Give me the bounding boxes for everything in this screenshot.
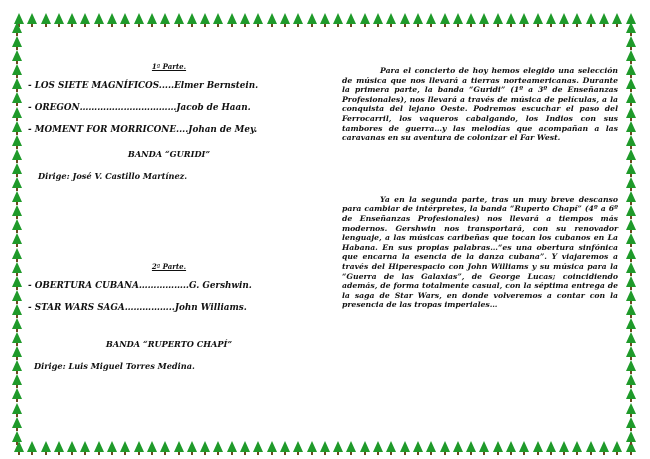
- pine-tree-icon: [174, 13, 184, 24]
- pine-tree-icon: [519, 13, 529, 24]
- pine-tree-icon: [479, 13, 489, 24]
- pine-tree-icon: [12, 346, 22, 357]
- pine-tree-icon: [253, 13, 263, 24]
- pine-tree-icon: [546, 441, 556, 452]
- pine-tree-icon: [626, 177, 636, 188]
- pine-tree-icon: [626, 248, 636, 259]
- pine-tree-icon: [440, 13, 450, 24]
- pine-tree-icon: [506, 441, 516, 452]
- pine-tree-icon: [12, 417, 22, 428]
- bottom-tree-border: [14, 436, 636, 452]
- pine-tree-icon: [12, 431, 22, 442]
- pine-tree-icon: [12, 149, 22, 160]
- pine-tree-icon: [626, 64, 636, 75]
- pine-tree-icon: [559, 13, 569, 24]
- director-line: Dirige: José V. Castillo Martínez.: [38, 171, 188, 181]
- pine-tree-icon: [307, 441, 317, 452]
- pine-tree-icon: [626, 276, 636, 287]
- pine-tree-icon: [466, 13, 476, 24]
- pine-tree-icon: [400, 13, 410, 24]
- pine-tree-icon: [506, 13, 516, 24]
- program-notes: [342, 66, 618, 310]
- pine-tree-icon: [559, 441, 569, 452]
- pine-tree-icon: [626, 149, 636, 160]
- pine-tree-icon: [360, 441, 370, 452]
- part2-title: 2ª Parte.: [151, 262, 187, 271]
- pine-tree-icon: [12, 191, 22, 202]
- pine-tree-icon: [67, 441, 77, 452]
- pine-tree-icon: [12, 64, 22, 75]
- director-line: Dirige: Luis Miguel Torres Medina.: [34, 361, 195, 371]
- pine-tree-icon: [12, 318, 22, 329]
- pine-tree-icon: [546, 13, 556, 24]
- pine-tree-icon: [386, 441, 396, 452]
- pine-tree-icon: [12, 135, 22, 146]
- pine-tree-icon: [12, 233, 22, 244]
- pine-tree-icon: [12, 360, 22, 371]
- pine-tree-icon: [12, 92, 22, 103]
- program-item: - MOMENT FOR MORRICONE....Johan de Mey.: [28, 125, 258, 135]
- pine-tree-icon: [626, 92, 636, 103]
- pine-tree-icon: [572, 13, 582, 24]
- pine-tree-icon: [626, 431, 636, 442]
- pine-tree-icon: [599, 441, 609, 452]
- pine-tree-icon: [200, 441, 210, 452]
- pine-tree-icon: [12, 219, 22, 230]
- pine-tree-icon: [12, 290, 22, 301]
- pine-tree-icon: [373, 441, 383, 452]
- pine-tree-icon: [426, 13, 436, 24]
- part1-title: 1ª Parte.: [151, 62, 187, 71]
- pine-tree-icon: [626, 290, 636, 301]
- pine-tree-icon: [346, 441, 356, 452]
- pine-tree-icon: [41, 441, 51, 452]
- pine-tree-icon: [626, 78, 636, 89]
- pine-tree-icon: [626, 135, 636, 146]
- program-item: - LOS SIETE MAGNÍFICOS.....Elmer Bernstein.: [28, 81, 259, 91]
- pine-tree-icon: [479, 441, 489, 452]
- pine-tree-icon: [373, 13, 383, 24]
- pine-tree-icon: [120, 13, 130, 24]
- pine-tree-icon: [307, 13, 317, 24]
- pine-tree-icon: [213, 441, 223, 452]
- program-item: - STAR WARS SAGA……………..John Williams.: [28, 303, 247, 313]
- pine-tree-icon: [160, 13, 170, 24]
- pine-tree-icon: [253, 441, 263, 452]
- pine-tree-icon: [612, 13, 622, 24]
- pine-tree-icon: [107, 441, 117, 452]
- pine-tree-icon: [333, 441, 343, 452]
- pine-tree-icon: [453, 13, 463, 24]
- pine-tree-icon: [360, 13, 370, 24]
- pine-tree-icon: [12, 276, 22, 287]
- pine-tree-icon: [12, 22, 22, 33]
- pine-tree-icon: [54, 441, 64, 452]
- pine-tree-icon: [626, 107, 636, 118]
- pine-tree-icon: [320, 441, 330, 452]
- top-tree-border: [14, 8, 636, 24]
- pine-tree-icon: [453, 441, 463, 452]
- part2-section: [28, 262, 310, 371]
- pine-tree-icon: [12, 163, 22, 174]
- pine-tree-icon: [94, 441, 104, 452]
- pine-tree-icon: [426, 441, 436, 452]
- pine-tree-icon: [599, 13, 609, 24]
- pine-tree-icon: [134, 441, 144, 452]
- pine-tree-icon: [466, 441, 476, 452]
- pine-tree-icon: [440, 441, 450, 452]
- pine-tree-icon: [333, 13, 343, 24]
- pine-tree-icon: [120, 441, 130, 452]
- pine-tree-icon: [107, 13, 117, 24]
- pine-tree-icon: [12, 374, 22, 385]
- pine-tree-icon: [12, 36, 22, 47]
- pine-tree-icon: [227, 13, 237, 24]
- pine-tree-icon: [12, 304, 22, 315]
- pine-tree-icon: [626, 403, 636, 414]
- pine-tree-icon: [240, 441, 250, 452]
- pine-tree-icon: [626, 332, 636, 343]
- pine-tree-icon: [386, 13, 396, 24]
- pine-tree-icon: [533, 441, 543, 452]
- pine-tree-icon: [27, 441, 37, 452]
- pine-tree-icon: [586, 13, 596, 24]
- pine-tree-icon: [94, 13, 104, 24]
- pine-tree-icon: [12, 121, 22, 132]
- pine-tree-icon: [12, 332, 22, 343]
- pine-tree-icon: [626, 50, 636, 61]
- program-item: - OREGON……………………………Jacob de Haan.: [28, 103, 251, 113]
- pine-tree-icon: [626, 318, 636, 329]
- pine-tree-icon: [626, 22, 636, 33]
- pine-tree-icon: [612, 441, 622, 452]
- pine-tree-icon: [280, 441, 290, 452]
- pine-tree-icon: [626, 121, 636, 132]
- program-column: [28, 62, 310, 371]
- pine-tree-icon: [626, 205, 636, 216]
- pine-tree-icon: [346, 13, 356, 24]
- pine-tree-icon: [67, 13, 77, 24]
- band-name-guridi: BANDA “GURIDI”: [127, 149, 211, 159]
- pine-tree-icon: [12, 388, 22, 399]
- pine-tree-icon: [626, 417, 636, 428]
- pine-tree-icon: [280, 13, 290, 24]
- pine-tree-icon: [160, 441, 170, 452]
- pine-tree-icon: [293, 13, 303, 24]
- pine-tree-icon: [519, 441, 529, 452]
- notes-paragraph-2: Ya en la segunda parte, tras un muy breve descanso para cambiar de intérpretes, la banda “Ruperto Chapí” (4º a 6º de Enseñanzas Profesionales) nos llevará a tiempos más modernos. Gershwin nos transportará, con su renovador lenguaje, a las músicas caribeñas que tocan los cubanos en La Habana. En sus propias palabras…“es una obertura sinfónica que encarna la esencia de la danza cubana”. Y viajaremos a través del Hiperespacio con John Williams y su música para la “Guerra de las Galaxias”, de George Lucas; coincidiendo además, de forma totalmente casual, con la séptima entrega de la saga de Star Wars, en donde volveremos a contar con la presencia de las tropas imperiales…: [342, 194, 618, 310]
- pine-tree-icon: [174, 441, 184, 452]
- pine-tree-icon: [413, 13, 423, 24]
- pine-tree-icon: [54, 13, 64, 24]
- pine-tree-icon: [626, 304, 636, 315]
- pine-tree-icon: [626, 346, 636, 357]
- pine-tree-icon: [572, 441, 582, 452]
- pine-tree-icon: [12, 262, 22, 273]
- pine-tree-icon: [626, 163, 636, 174]
- pine-tree-icon: [533, 13, 543, 24]
- pine-tree-icon: [240, 13, 250, 24]
- pine-tree-icon: [267, 441, 277, 452]
- pine-tree-icon: [12, 205, 22, 216]
- pine-tree-icon: [27, 13, 37, 24]
- program-item: - OBERTURA CUBANA……………..G. Gershwin.: [28, 281, 252, 291]
- pine-tree-icon: [12, 50, 22, 61]
- right-tree-border: [624, 22, 638, 442]
- pine-tree-icon: [147, 13, 157, 24]
- pine-tree-icon: [200, 13, 210, 24]
- pine-tree-icon: [12, 177, 22, 188]
- pine-tree-icon: [626, 191, 636, 202]
- pine-tree-icon: [12, 248, 22, 259]
- pine-tree-icon: [626, 36, 636, 47]
- pine-tree-icon: [80, 13, 90, 24]
- pine-tree-icon: [626, 388, 636, 399]
- pine-tree-icon: [187, 13, 197, 24]
- part1-section: [28, 62, 310, 181]
- band-name-ruperto-chapi: BANDA “RUPERTO CHAPÍ”: [105, 339, 233, 349]
- left-tree-border: [10, 22, 24, 442]
- pine-tree-icon: [227, 441, 237, 452]
- pine-tree-icon: [213, 13, 223, 24]
- pine-tree-icon: [493, 441, 503, 452]
- pine-tree-icon: [293, 441, 303, 452]
- pine-tree-icon: [147, 441, 157, 452]
- pine-tree-icon: [134, 13, 144, 24]
- pine-tree-icon: [400, 441, 410, 452]
- pine-tree-icon: [12, 107, 22, 118]
- pine-tree-icon: [626, 360, 636, 371]
- pine-tree-icon: [187, 441, 197, 452]
- pine-tree-icon: [41, 13, 51, 24]
- pine-tree-icon: [493, 13, 503, 24]
- pine-tree-icon: [80, 441, 90, 452]
- pine-tree-icon: [626, 262, 636, 273]
- notes-paragraph-1: Para el concierto de hoy hemos elegido una selección de música que nos llevará a tierras norteamericanas. Durante la primera parte, la banda “Guridi” (1º a 3º de Enseñanzas Profesionales), nos llevará a través de música de películas, a la conquista del lejano Oeste. Podremos escuchar el paso del Ferrocarril, los vaqueros cabalgando, los Indios con sus tambores de guerra…y las melodías que acompañan a las caravanas en su aventura de colonizar el Far West.: [342, 66, 618, 143]
- pine-tree-icon: [12, 403, 22, 414]
- pine-tree-icon: [320, 13, 330, 24]
- pine-tree-icon: [626, 233, 636, 244]
- pine-tree-icon: [413, 441, 423, 452]
- pine-tree-icon: [12, 78, 22, 89]
- pine-tree-icon: [586, 441, 596, 452]
- pine-tree-icon: [626, 219, 636, 230]
- pine-tree-icon: [267, 13, 277, 24]
- pine-tree-icon: [626, 374, 636, 385]
